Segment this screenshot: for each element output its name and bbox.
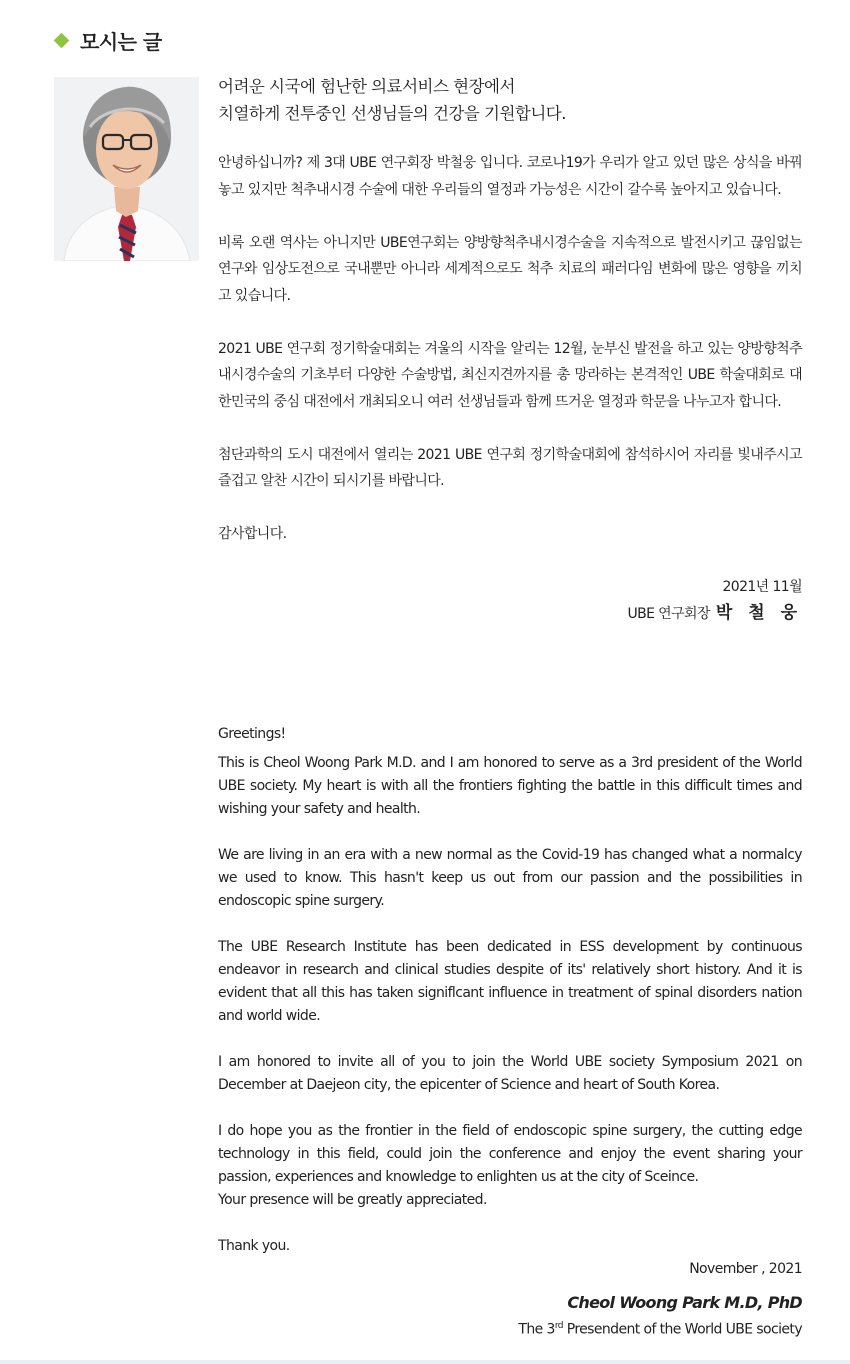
korean-role: UBE 연구회장	[627, 606, 710, 622]
english-letter	[218, 723, 802, 1341]
bottom-divider	[0, 1360, 850, 1364]
korean-signer	[218, 600, 802, 628]
english-signer-title	[218, 1315, 802, 1341]
korean-signature	[218, 574, 802, 628]
korean-date: 2021년 11월	[722, 578, 802, 595]
president-portrait	[54, 77, 199, 261]
english-paragraph	[218, 1120, 802, 1212]
korean-paragraph: 첨단과학의 도시 대전에서 열리는 2021 UBE 연구회 정기학술대회에 참석하시어 자리를 빛내주시고 즐겁고 알찬 시간이 되시기를 바랍니다.	[218, 446, 802, 489]
english-paragraph: This is Cheol Woong Park M.D. and I am honored to serve as a 3rd president of the World UBE society. My heart is with all the frontiers fighting the battle in this difficult times and wishing your safety and health.	[218, 755, 802, 817]
korean-paragraph: 2021 UBE 연구회 정기학술대회는 겨울의 시작을 알리는 12월, 눈부신 발전을 하고 있는 양방향척추내시경수술의 기초부터 다양한 수술방법, 최신지견까지를 총 망라하는 본격적인 UBE 학술대회로 대한민국의 중심 대전에서 개최되오니 여러 선생님들과 함께 뜨거운 열정과 학문을 나누고자 합니다.	[218, 340, 802, 410]
korean-intro	[218, 73, 802, 127]
section-header	[54, 26, 162, 54]
english-paragraph-text: I do hope you as the frontier in the field of endoscopic spine surgery, the cutting edge technology in this field, could join the conference and enjoy the event sharing your passion, experiences and knowledge to enlighten us at the city of Sceince.	[218, 1123, 802, 1185]
korean-name: 박 철 웅	[715, 603, 802, 623]
english-paragraph: We are living in an era with a new normal as the Covid-19 has changed what a normalcy we used to know. This hasn't keep us out from our passion and the possibilities in endoscopic spine surgery.	[218, 847, 802, 909]
english-greeting: Greetings!	[218, 726, 286, 742]
english-signer: Cheol Woong Park M.D, PhD	[567, 1293, 802, 1312]
korean-letter	[218, 73, 802, 628]
korean-closing: 감사합니다.	[218, 526, 287, 542]
title-suffix: Presendent of the World UBE society	[562, 1321, 802, 1338]
english-thanks: Thank you.	[218, 1238, 290, 1254]
english-paragraph: I am honored to invite all of you to join the World UBE society Symposium 2021 on December at Daejeon city, the epicenter of Science and heart of South Korea.	[218, 1054, 802, 1093]
diamond-bullet-icon	[54, 32, 70, 48]
english-date: November , 2021	[689, 1261, 802, 1277]
section-title: 모시는 글	[80, 29, 162, 54]
korean-paragraph: 비록 오랜 역사는 아니지만 UBE연구회는 양방향척추내시경수술을 지속적으로 발전시키고 끊임없는 연구와 임상도전으로 국내뿐만 아니라 세계적으로도 척추 치료의 패러다임 변화에 많은 영향을 끼치고 있습니다.	[218, 234, 802, 304]
intro-line-2: 치열하게 전투중인 선생님들의 건강을 기원합니다.	[218, 104, 566, 123]
english-closing-line: Your presence will be greatly appreciated.	[218, 1192, 487, 1208]
intro-line-1: 어려운 시국에 험난한 의료서비스 현장에서	[218, 77, 515, 96]
title-ordinal: rd	[554, 1321, 563, 1331]
korean-paragraph: 안녕하십니까? 제 3대 UBE 연구회장 박철웅 입니다. 코로나19가 우리가 알고 있던 많은 상식을 바꿔 놓고 있지만 척추내시경 수술에 대한 우리들의 열정과 가능성은 시간이 갈수록 높아지고 있습니다.	[218, 155, 802, 198]
english-paragraph: The UBE Research Institute has been dedicated in ESS development by continuous endeavor in research and clinical studies despite of its' relatively short history. And it is evident that all this has taken signiflcant influence in treatment of spinal disorders nation and world wide.	[218, 939, 802, 1024]
title-prefix: The 3	[518, 1321, 555, 1338]
